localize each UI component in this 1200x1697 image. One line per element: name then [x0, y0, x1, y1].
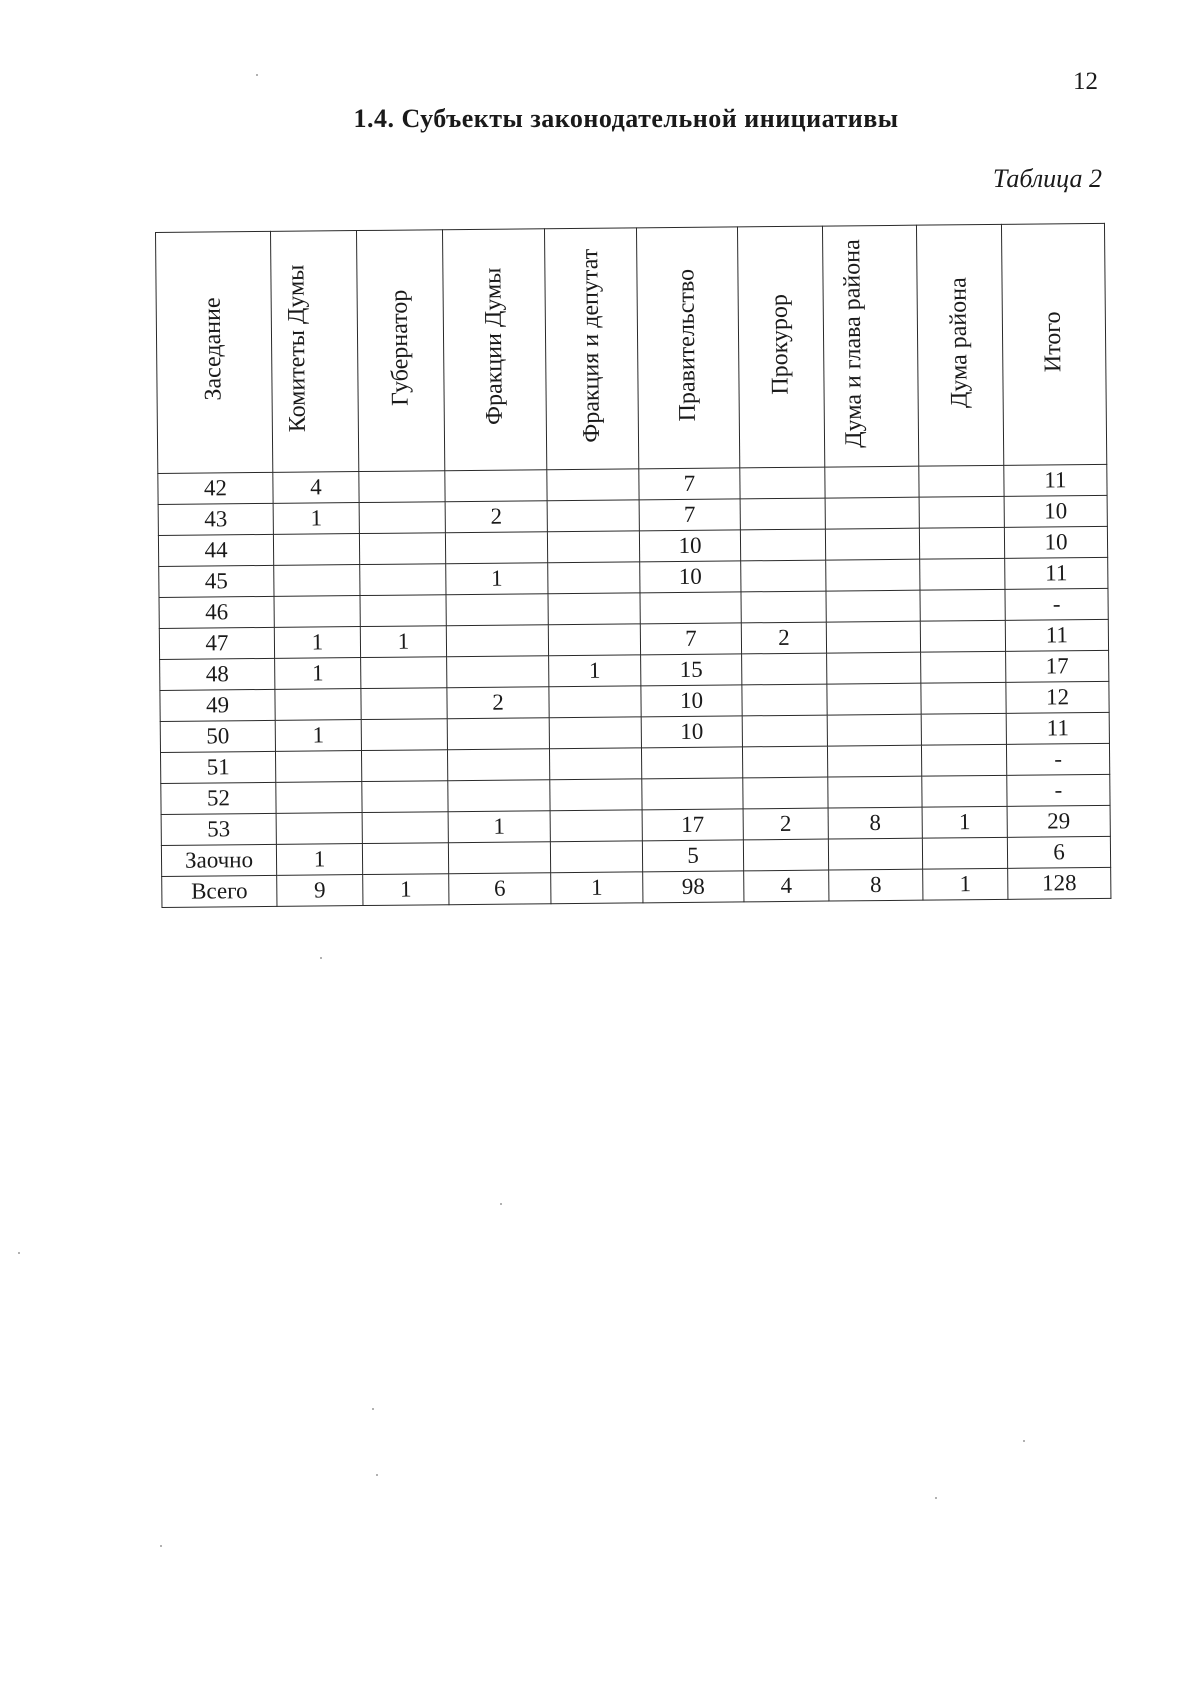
table-cell	[743, 839, 828, 871]
table-cell	[361, 657, 447, 689]
table-cell	[276, 782, 362, 814]
scan-speck	[320, 957, 322, 959]
table-cell	[360, 564, 446, 596]
table-cell: 2	[447, 687, 549, 719]
table-cell	[740, 529, 825, 561]
header-cell	[737, 226, 824, 468]
table-cell	[827, 745, 921, 777]
table-cell	[921, 713, 1006, 745]
table-cell	[740, 467, 825, 499]
table-cell	[921, 682, 1006, 714]
header-cell	[822, 225, 918, 467]
table-cell	[361, 688, 447, 720]
total-cell: 11	[1006, 712, 1109, 744]
table-cell: 7	[640, 623, 741, 655]
table-cell: 1	[275, 658, 361, 690]
table-cell	[276, 813, 362, 845]
table-cell: 4	[273, 472, 359, 504]
table-cell	[828, 838, 922, 870]
total-cell: 11	[1005, 557, 1108, 589]
table-cell	[447, 718, 549, 750]
table-cell	[549, 686, 641, 718]
total-cell: 12	[1006, 681, 1109, 713]
total-cell: 17	[1006, 650, 1109, 682]
table-cell	[359, 533, 445, 565]
session-cell: Заочно	[161, 844, 276, 876]
session-cell: 53	[161, 813, 276, 845]
header-label: Итого	[1040, 310, 1067, 372]
header-label: Дума и глава района	[838, 238, 867, 448]
table-cell	[275, 689, 361, 721]
table-cell	[274, 596, 360, 628]
scan-speck	[256, 74, 258, 76]
total-cell: 11	[1005, 619, 1108, 651]
table-cell: 2	[741, 622, 826, 654]
table-cell: 1	[551, 872, 643, 904]
table-cell: 1	[922, 806, 1007, 838]
table-cell: 98	[643, 871, 744, 903]
session-cell: Всего	[162, 875, 277, 907]
table-cell: 8	[828, 807, 922, 839]
table-cell	[742, 746, 827, 778]
table-cell	[919, 465, 1004, 497]
table-cell	[743, 777, 828, 809]
session-cell: 45	[159, 565, 274, 597]
table-cell: 1	[363, 874, 449, 906]
total-cell: 128	[1008, 867, 1111, 899]
table-cell	[640, 592, 741, 624]
table-cell: 10	[639, 530, 740, 562]
table-cell	[447, 749, 549, 781]
header-cell	[916, 224, 1003, 466]
table-cell	[825, 528, 919, 560]
session-cell: 50	[160, 720, 275, 752]
scan-speck	[1023, 1440, 1025, 1442]
table-cell	[922, 775, 1007, 807]
table-cell: 6	[449, 873, 551, 905]
table-cell	[362, 843, 448, 875]
table-cell	[920, 620, 1005, 652]
table-cell: 4	[744, 870, 829, 902]
total-cell: -	[1006, 743, 1109, 775]
table-container	[155, 223, 1111, 908]
total-cell: 29	[1007, 805, 1110, 837]
table-cell: 1	[275, 720, 361, 752]
table-cell: 10	[640, 561, 741, 593]
table-cell	[920, 558, 1005, 590]
table-cell: 1	[274, 627, 360, 659]
header-label: Прокурор	[766, 293, 794, 395]
table-cell	[742, 684, 827, 716]
session-cell: 48	[160, 658, 275, 690]
total-cell: 10	[1004, 526, 1107, 558]
table-cell: 10	[641, 716, 742, 748]
header-cell	[544, 228, 638, 470]
session-cell: 43	[158, 503, 273, 535]
table-cell	[547, 531, 639, 563]
total-cell: 10	[1004, 495, 1107, 527]
table-cell	[550, 779, 642, 811]
table-cell: 9	[277, 875, 363, 907]
header-label: Комитеты Думы	[282, 264, 311, 433]
table-cell	[362, 781, 448, 813]
table-cell	[446, 625, 548, 657]
table-cell	[548, 624, 640, 656]
table-cell	[549, 748, 641, 780]
header-cell	[270, 231, 358, 473]
page-number: 12	[1073, 68, 1098, 95]
table-cell	[827, 652, 921, 684]
table-cell	[361, 719, 447, 751]
header-label: Правительство	[673, 268, 702, 422]
header-label: Дума района	[945, 276, 973, 408]
scan-speck	[935, 1497, 937, 1499]
table-cell: 17	[642, 809, 743, 841]
session-cell: 47	[159, 627, 274, 659]
table-cell	[360, 595, 446, 627]
header-cell	[356, 230, 444, 472]
table-cell	[547, 469, 639, 501]
table-cell	[549, 717, 641, 749]
table-cell: 1	[446, 563, 548, 595]
table-cell	[641, 747, 742, 779]
table-cell	[827, 683, 921, 715]
header-label: Заседание	[199, 297, 227, 402]
header-label: Губернатор	[386, 289, 414, 406]
table-cell	[275, 751, 361, 783]
table-cell: 2	[743, 808, 828, 840]
table-cell	[920, 589, 1005, 621]
table-cell: 1	[360, 626, 446, 658]
table-cell	[274, 565, 360, 597]
table-cell: 1	[448, 811, 550, 843]
table-cell: 1	[923, 868, 1008, 900]
session-cell: 44	[158, 534, 273, 566]
table-cell	[447, 656, 549, 688]
table-cell	[828, 776, 922, 808]
table-cell	[919, 527, 1004, 559]
table-cell	[919, 496, 1004, 528]
table-cell	[445, 470, 547, 502]
table-cell	[825, 497, 919, 529]
table-cell: 1	[276, 844, 362, 876]
table-caption: Таблица 2	[992, 164, 1102, 193]
table-cell	[448, 842, 550, 874]
table-cell	[359, 471, 445, 503]
table-cell: 2	[445, 501, 547, 533]
table-cell	[740, 498, 825, 530]
table-cell	[361, 750, 447, 782]
table-cell	[826, 559, 920, 591]
initiative-subjects-table	[155, 223, 1111, 908]
table-cell	[921, 744, 1006, 776]
total-cell: -	[1005, 588, 1108, 620]
table-header-row	[156, 223, 1107, 473]
header-cell	[156, 231, 273, 473]
table-cell	[547, 500, 639, 532]
session-cell: 42	[158, 472, 273, 504]
table-cell: 8	[829, 869, 923, 901]
table-cell	[548, 593, 640, 625]
table-cell	[826, 590, 920, 622]
table-cell	[742, 653, 827, 685]
header-cell	[442, 229, 546, 471]
section-heading: 1.4. Субъекты законодательной инициативы	[353, 104, 899, 133]
table-cell	[362, 812, 448, 844]
table-cell: 1	[273, 503, 359, 535]
header-cell	[1001, 223, 1106, 465]
session-cell: 46	[159, 596, 274, 628]
table-cell	[548, 562, 640, 594]
header-label: Фракции Думы	[480, 268, 508, 426]
scan-speck	[18, 1252, 20, 1254]
table-cell	[827, 714, 921, 746]
table-cell	[448, 780, 550, 812]
table-cell	[446, 594, 548, 626]
table-cell: 5	[642, 840, 743, 872]
table-cell	[359, 502, 445, 534]
header-cell	[636, 227, 739, 469]
total-cell: 11	[1004, 464, 1107, 496]
session-cell: 52	[161, 782, 276, 814]
table-cell	[921, 651, 1006, 683]
table-cell	[550, 810, 642, 842]
table-cell	[273, 534, 359, 566]
table-cell	[445, 532, 547, 564]
total-cell: 6	[1007, 836, 1110, 868]
table-body	[158, 464, 1111, 907]
table-cell	[742, 715, 827, 747]
table-cell	[826, 621, 920, 653]
scan-speck	[376, 1474, 378, 1476]
table-cell: 1	[549, 655, 641, 687]
scan-speck	[372, 1408, 374, 1410]
total-cell: -	[1007, 774, 1110, 806]
table-cell: 7	[639, 468, 740, 500]
scan-speck	[500, 1203, 502, 1205]
table-cell: 15	[641, 654, 742, 686]
scan-speck	[160, 1545, 162, 1547]
header-label: Фракция и депутат	[576, 248, 605, 443]
table-cell	[922, 837, 1007, 869]
table-cell	[825, 466, 919, 498]
table-cell: 10	[641, 685, 742, 717]
table-cell	[642, 778, 743, 810]
table-cell	[741, 591, 826, 623]
table-cell	[741, 560, 826, 592]
session-cell: 51	[160, 751, 275, 783]
session-cell: 49	[160, 689, 275, 721]
table-cell	[550, 841, 642, 873]
table-cell: 7	[639, 499, 740, 531]
